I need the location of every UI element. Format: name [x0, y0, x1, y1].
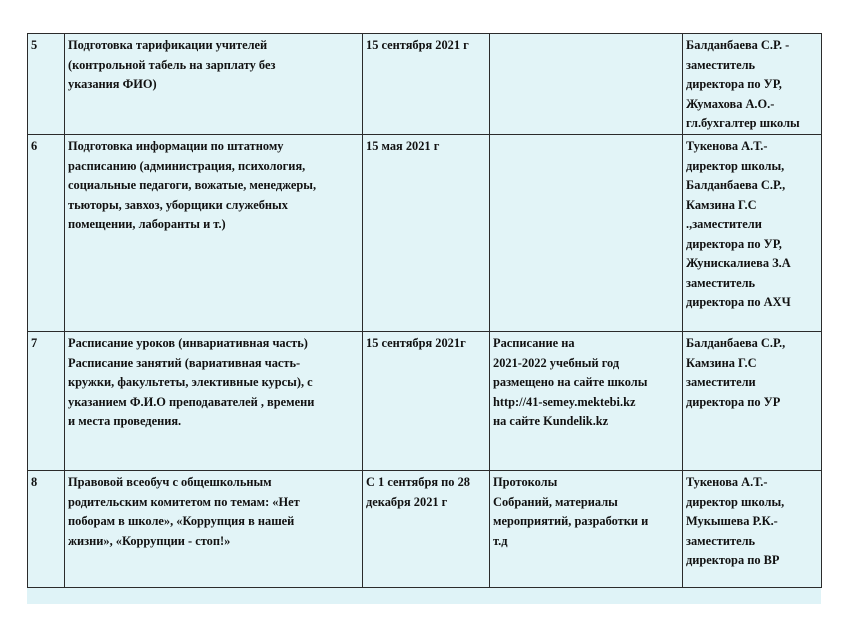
- row-number-cell: 6: [28, 135, 65, 332]
- row-number-cell: 7: [28, 332, 65, 471]
- completion-form-cell: [490, 135, 683, 332]
- responsible-cell: Балданбаева С.Р. - заместитель директора по УР, Жумахова А.О.- гл.бухгалтер школы: [683, 34, 822, 135]
- task-cell: Расписание уроков (инвариативная часть) Расписание занятий (вариативная часть- кружки, факультеты, элективные курсы), с указанием Ф.И.О преподавателей , времени и места проведения.: [65, 332, 363, 471]
- responsible-cell: Тукенова А.Т.- директор школы, Мукышева Р.К.- заместитель директора по ВР: [683, 471, 822, 588]
- completion-form-cell: [490, 34, 683, 135]
- responsible-cell: Тукенова А.Т.- директор школы, Балданбаева С.Р., Камзина Г.С .,заместители директора по УР, Жунискалиева З.А заместитель директора по АХЧ: [683, 135, 822, 332]
- table-row: [28, 135, 822, 332]
- completion-form-cell: Протоколы Собраний, материалы мероприятий, разработки и т.д: [490, 471, 683, 588]
- row-number-cell: 8: [28, 471, 65, 588]
- deadline-cell: 15 сентября 2021 г: [363, 34, 490, 135]
- plan-table: [27, 33, 822, 588]
- responsible-cell: Балданбаева С.Р., Камзина Г.С заместители директора по УР: [683, 332, 822, 471]
- deadline-cell: 15 сентября 2021г: [363, 332, 490, 471]
- deadline-cell: 15 мая 2021 г: [363, 135, 490, 332]
- table-row: [28, 34, 822, 135]
- completion-form-cell: Расписание на 2021-2022 учебный год размещено на сайте школы http://41-semey.mektebi.kz на сайте Kundelik.kz: [490, 332, 683, 471]
- deadline-cell: С 1 сентября по 28 декабря 2021 г: [363, 471, 490, 588]
- table-row: [28, 332, 822, 471]
- table-row: [28, 471, 822, 588]
- task-cell: Правовой всеобуч с общешкольным родительским комитетом по темам: «Нет поборам в школе», «Коррупция в нашей жизни», «Коррупции - стоп!»: [65, 471, 363, 588]
- task-cell: Подготовка тарификации учителей (контрольной табель на зарплату без указания ФИО): [65, 34, 363, 135]
- row-number-cell: 5: [28, 34, 65, 135]
- task-cell: Подготовка информации по штатному расписанию (администрация, психология, социальные педагоги, вожатые, менеджеры, тьюторы, завхоз, уборщики служебных помещении, лаборанты и т.): [65, 135, 363, 332]
